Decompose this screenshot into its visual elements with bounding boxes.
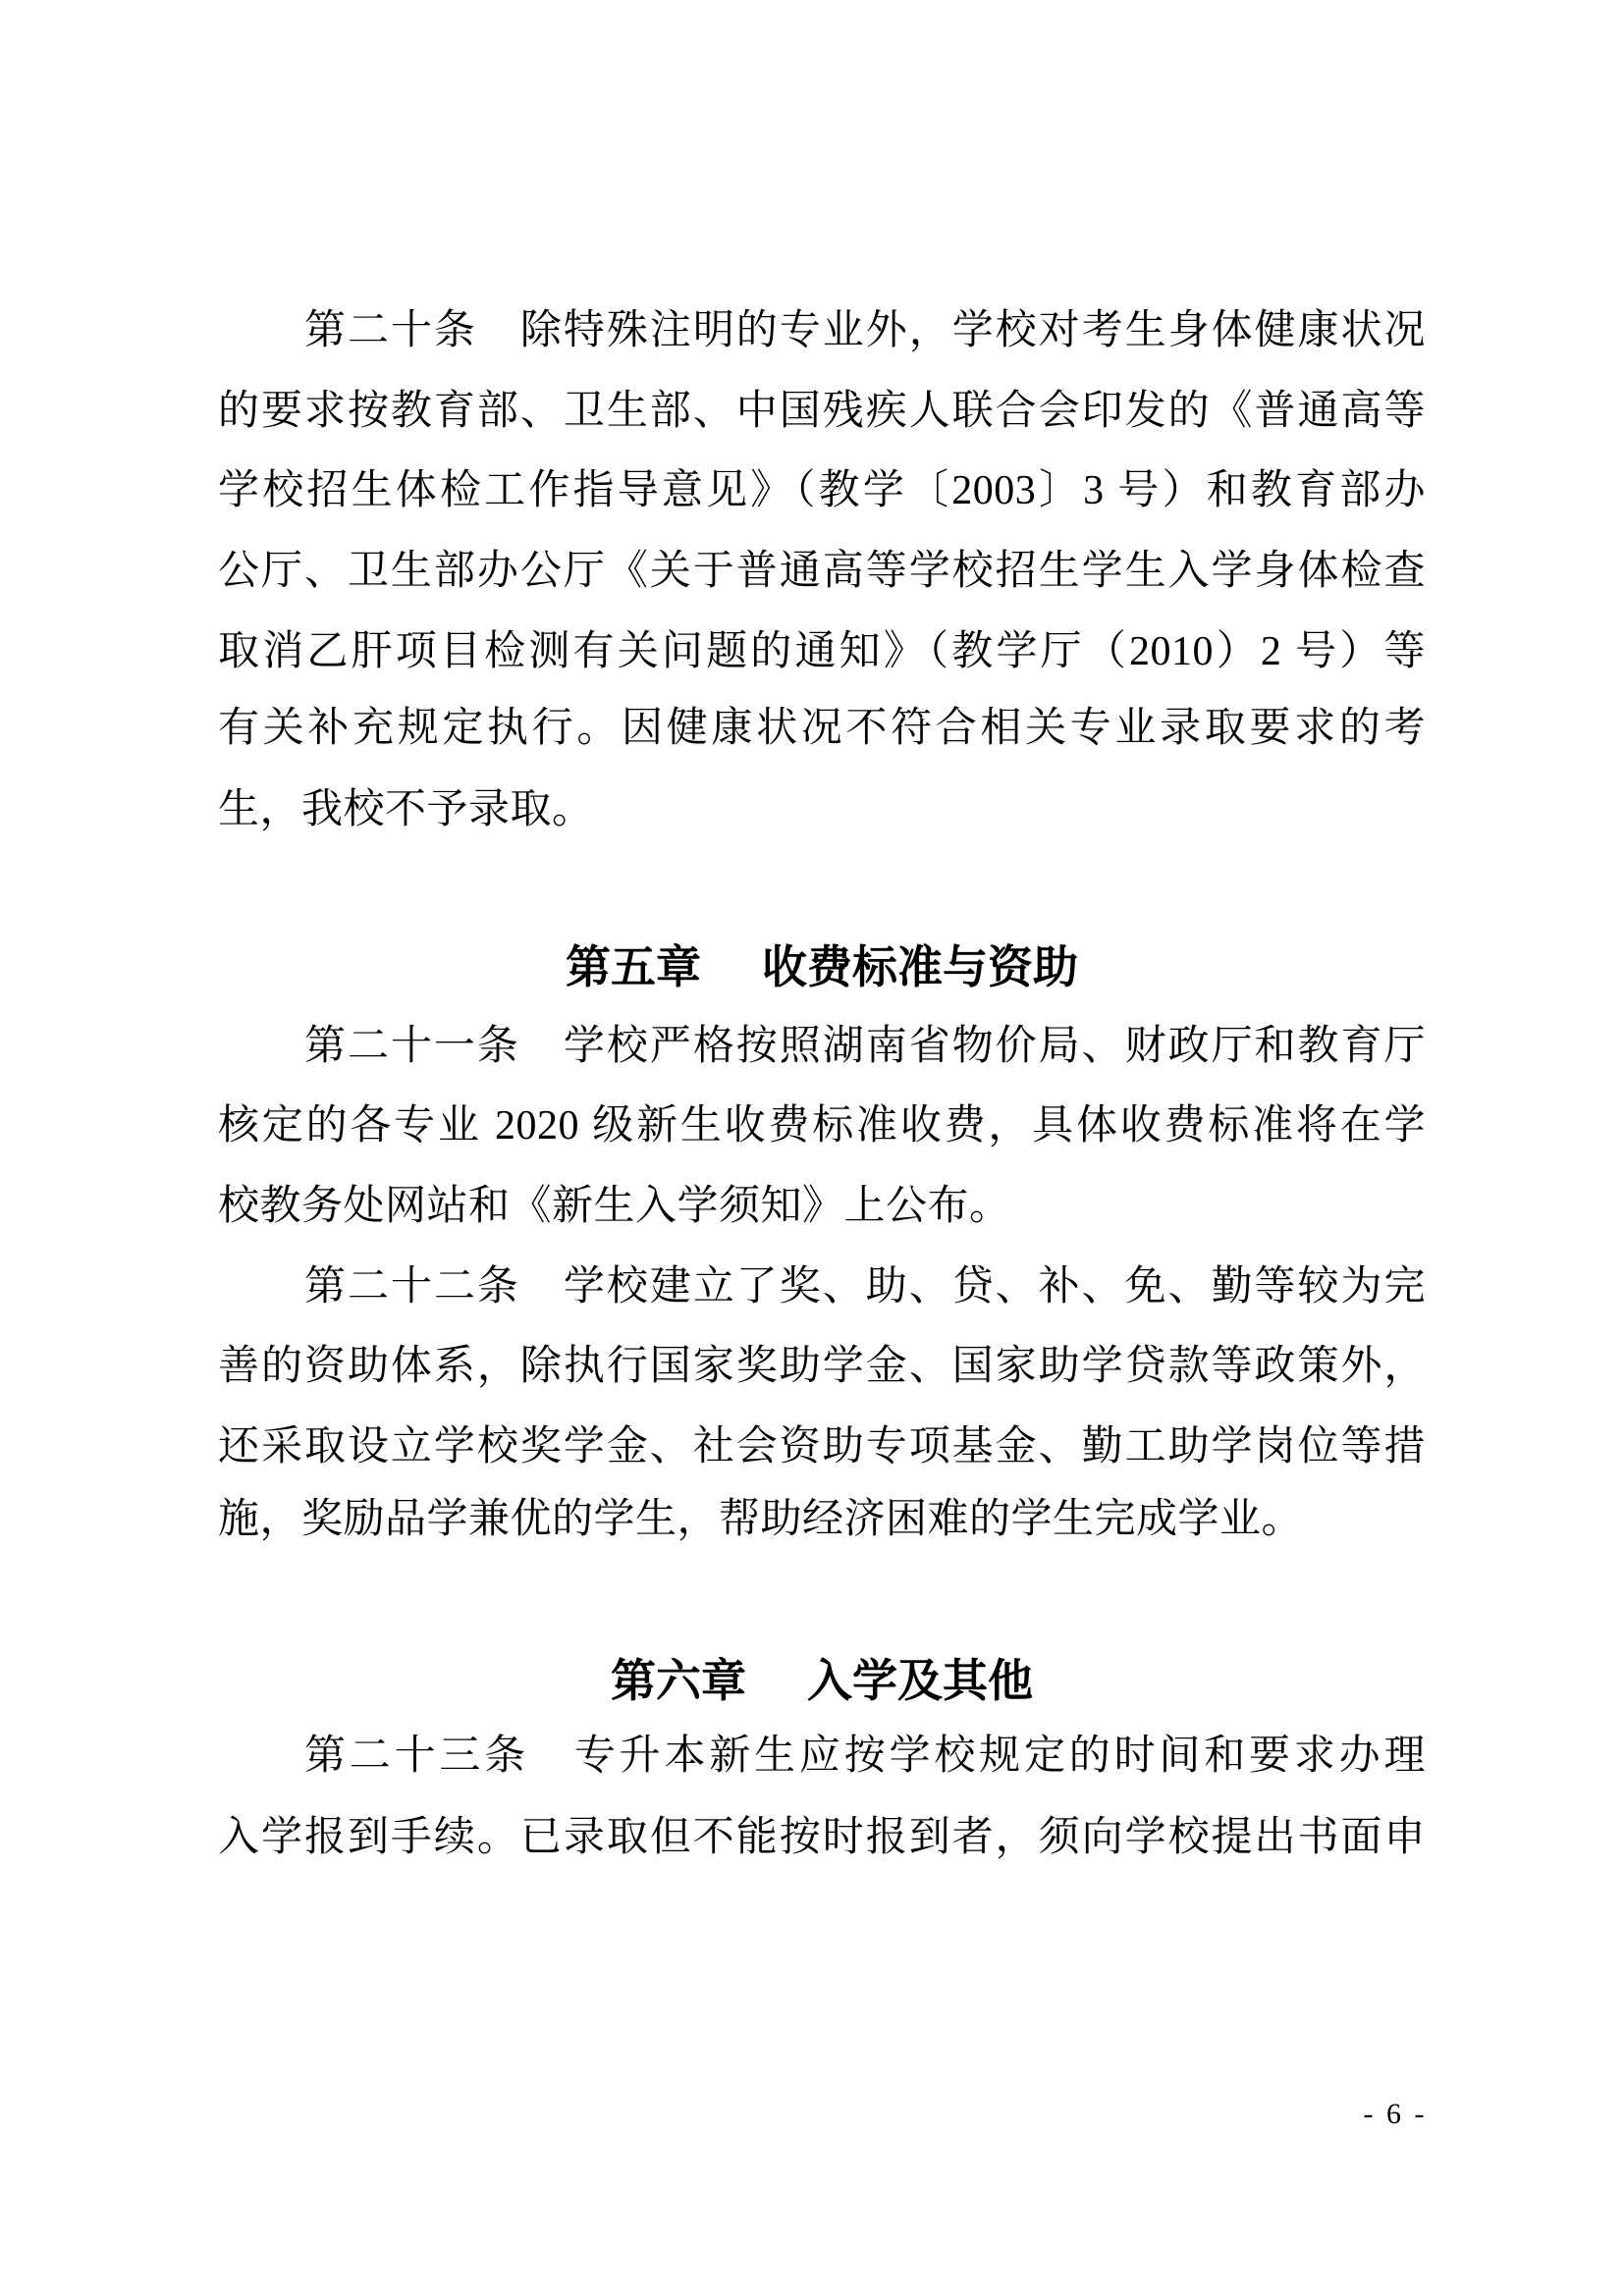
article22-line: 善的资助体系，除执行国家奖助学金、国家助学贷款等政策外， (218, 1344, 1426, 1389)
chapter5-heading (218, 940, 1426, 993)
article21-line: 校教务处网站和《新生入学须知》上公布。 (218, 1184, 1011, 1229)
article23-line: 入学报到手续。已录取但不能按时报到者，须向学校提出书面申 (218, 1815, 1426, 1860)
article22-line: 第二十二条 学校建立了奖、助、贷、补、免、勤等较为完 (304, 1264, 1426, 1309)
chapter5-title: 收费标准与资助 (762, 941, 1078, 992)
article20-line: 生，我校不予录取。 (218, 787, 594, 832)
chapter6-heading (218, 1654, 1426, 1707)
article22-line: 施，奖励品学兼优的学生，帮助经济困难的学生完成学业。 (218, 1497, 1304, 1542)
article20-line: 第二十条 除特殊注明的专业外，学校对考生身体健康状况 (304, 308, 1426, 353)
article20-line: 公厅、卫生部办公厅《关于普通高等学校招生学生入学身体检查 (218, 549, 1426, 594)
article21-line: 核定的各专业 2020 级新生收费标准收费，具体收费标准将在学 (218, 1103, 1426, 1148)
article20-line: 取消乙肝项目检测有关问题的通知》（教学厅（2010）2 号）等 (218, 629, 1426, 674)
page-number: - 6 - (1363, 2098, 1428, 2130)
article20-line: 学校招生体检工作指导意见》（教学〔2003〕3 号）和教育部办 (218, 468, 1426, 513)
chapter5-number: 第五章 (566, 941, 701, 992)
article20-line: 有关补充规定执行。因健康状况不符合相关专业录取要求的考 (218, 706, 1426, 751)
article23-line: 第二十三条 专升本新生应按学校规定的时间和要求办理 (304, 1734, 1426, 1779)
chapter6-number: 第六章 (611, 1655, 746, 1706)
article21-line: 第二十一条 学校严格按照湖南省物价局、财政厅和教育厅 (304, 1024, 1426, 1069)
article22-line: 还采取设立学校奖学金、社会资助专项基金、勤工助学岗位等措 (218, 1424, 1426, 1469)
chapter6-title: 入学及其他 (807, 1655, 1033, 1706)
article20-line: 的要求按教育部、卫生部、中国残疾人联合会印发的《普通高等 (218, 389, 1426, 434)
